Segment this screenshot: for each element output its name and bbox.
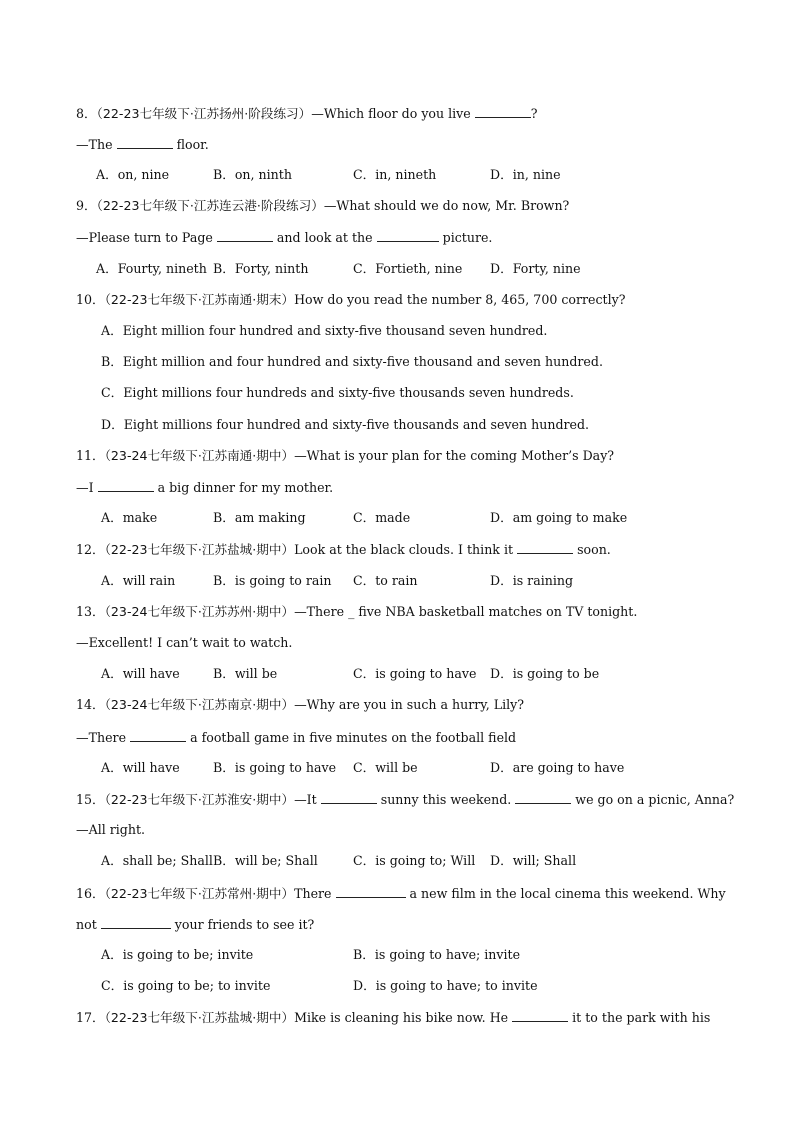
q15-option-c[interactable]: C．is going to; Will <box>353 853 476 868</box>
question-14-stem: 14．（23-24七年级下·江苏南京·期中）—Why are you in such a hurry, Lily? <box>76 697 525 712</box>
question-10-stem: 10．（22-23七年级下·江苏南通·期末）How do you read the number 8, 465, 700 correctly? <box>76 292 626 307</box>
question-14-line2: —There a football game in five minutes on the football field <box>76 730 517 745</box>
q10-option-a[interactable]: A．Eight million four hundred and sixty-five thousand seven hundred. <box>101 323 548 338</box>
q16-option-a[interactable]: A．is going to be; invite <box>101 947 254 962</box>
q12-option-c[interactable]: C．to rain <box>353 573 418 588</box>
q13-option-b[interactable]: B．will be <box>213 666 278 681</box>
q13-option-d[interactable]: D．is going to be <box>490 666 600 681</box>
question-13-line2: —Excellent! I can’t wait to watch. <box>76 635 293 650</box>
q8-option-b[interactable]: B．on, ninth <box>213 167 292 182</box>
answer-blank <box>475 105 531 118</box>
q14-option-b[interactable]: B．is going to have <box>213 760 337 775</box>
q13-option-c[interactable]: C．is going to have <box>353 666 477 681</box>
answer-blank <box>336 885 406 898</box>
q15-option-a[interactable]: A．shall be; Shall <box>101 853 213 868</box>
question-17-stem: 17．（22-23七年级下·江苏盐城·期中）Mike is cleaning his bike now. He it to the park with his <box>76 1010 711 1025</box>
q14-option-a[interactable]: A．will have <box>101 760 180 775</box>
answer-blank <box>217 229 273 242</box>
answer-blank <box>377 229 439 242</box>
question-13-stem: 13．（23-24七年级下·江苏苏州·期中）—There _ five NBA basketball matches on TV tonight. <box>76 604 638 619</box>
q15-option-d[interactable]: D．will; Shall <box>490 853 577 868</box>
q8-option-a[interactable]: A．on, nine <box>96 167 170 182</box>
q14-option-d[interactable]: D．are going to have <box>490 760 625 775</box>
q10-option-d[interactable]: D．Eight millions four hundred and sixty-five thousands and seven hundred. <box>101 417 590 432</box>
answer-blank <box>98 479 154 492</box>
question-12-stem: 12．（22-23七年级下·江苏盐城·期中）Look at the black clouds. I think it soon. <box>76 542 611 557</box>
q11-option-b[interactable]: B．am making <box>213 510 306 525</box>
q16-option-c[interactable]: C．is going to be; to invite <box>101 978 271 993</box>
q12-option-d[interactable]: D．is raining <box>490 573 574 588</box>
q15-option-b[interactable]: B．will be; Shall <box>213 853 318 868</box>
answer-blank <box>515 791 571 804</box>
question-8-line2: —The floor. <box>76 137 209 152</box>
q8-option-d[interactable]: D．in, nine <box>490 167 561 182</box>
q14-option-c[interactable]: C．will be <box>353 760 418 775</box>
answer-blank <box>117 136 173 149</box>
answer-blank <box>321 791 377 804</box>
question-15-line2: —All right. <box>76 822 146 837</box>
q11-option-c[interactable]: C．made <box>353 510 411 525</box>
question-15-stem: 15．（22-23七年级下·江苏淮安·期中）—It sunny this weekend. we go on a picnic, Anna? <box>76 792 735 807</box>
q13-option-a[interactable]: A．will have <box>101 666 180 681</box>
q9-option-b[interactable]: B．Forty, ninth <box>213 261 309 276</box>
q16-option-b[interactable]: B．is going to have; invite <box>353 947 521 962</box>
question-9-stem: 9．（22-23七年级下·江苏连云港·阶段练习）—What should we do now, Mr. Brown? <box>76 198 570 213</box>
question-11-line2: —I a big dinner for my mother. <box>76 480 334 495</box>
q8-option-c[interactable]: C．in, nineth <box>353 167 437 182</box>
answer-blank <box>512 1009 568 1022</box>
question-8-stem: 8．（22-23七年级下·江苏扬州·阶段练习）—Which floor do you live ? <box>76 106 538 121</box>
q9-option-c[interactable]: C．Fortieth, nine <box>353 261 463 276</box>
answer-blank <box>130 729 186 742</box>
q11-option-a[interactable]: A．make <box>101 510 158 525</box>
question-11-stem: 11．（23-24七年级下·江苏南通·期中）—What is your plan for the coming Mother’s Day? <box>76 448 615 463</box>
q12-option-b[interactable]: B．is going to rain <box>213 573 332 588</box>
q10-option-c[interactable]: C．Eight millions four hundreds and sixty-five thousands seven hundreds. <box>101 385 574 400</box>
q11-option-d[interactable]: D．am going to make <box>490 510 628 525</box>
question-16-line2: not your friends to see it? <box>76 917 315 932</box>
q10-option-b[interactable]: B．Eight million and four hundred and sixty-five thousand and seven hundred. <box>101 354 603 369</box>
q16-option-d[interactable]: D．is going to have; to invite <box>353 978 538 993</box>
question-16-stem: 16．（22-23七年级下·江苏常州·期中）There a new film in the local cinema this weekend. Why <box>76 886 726 901</box>
q9-option-a[interactable]: A．Fourty, nineth <box>96 261 207 276</box>
q12-option-a[interactable]: A．will rain <box>101 573 176 588</box>
answer-blank <box>101 916 171 929</box>
answer-blank <box>517 541 573 554</box>
question-9-line2: —Please turn to Page and look at the picture. <box>76 230 493 245</box>
q9-option-d[interactable]: D．Forty, nine <box>490 261 581 276</box>
